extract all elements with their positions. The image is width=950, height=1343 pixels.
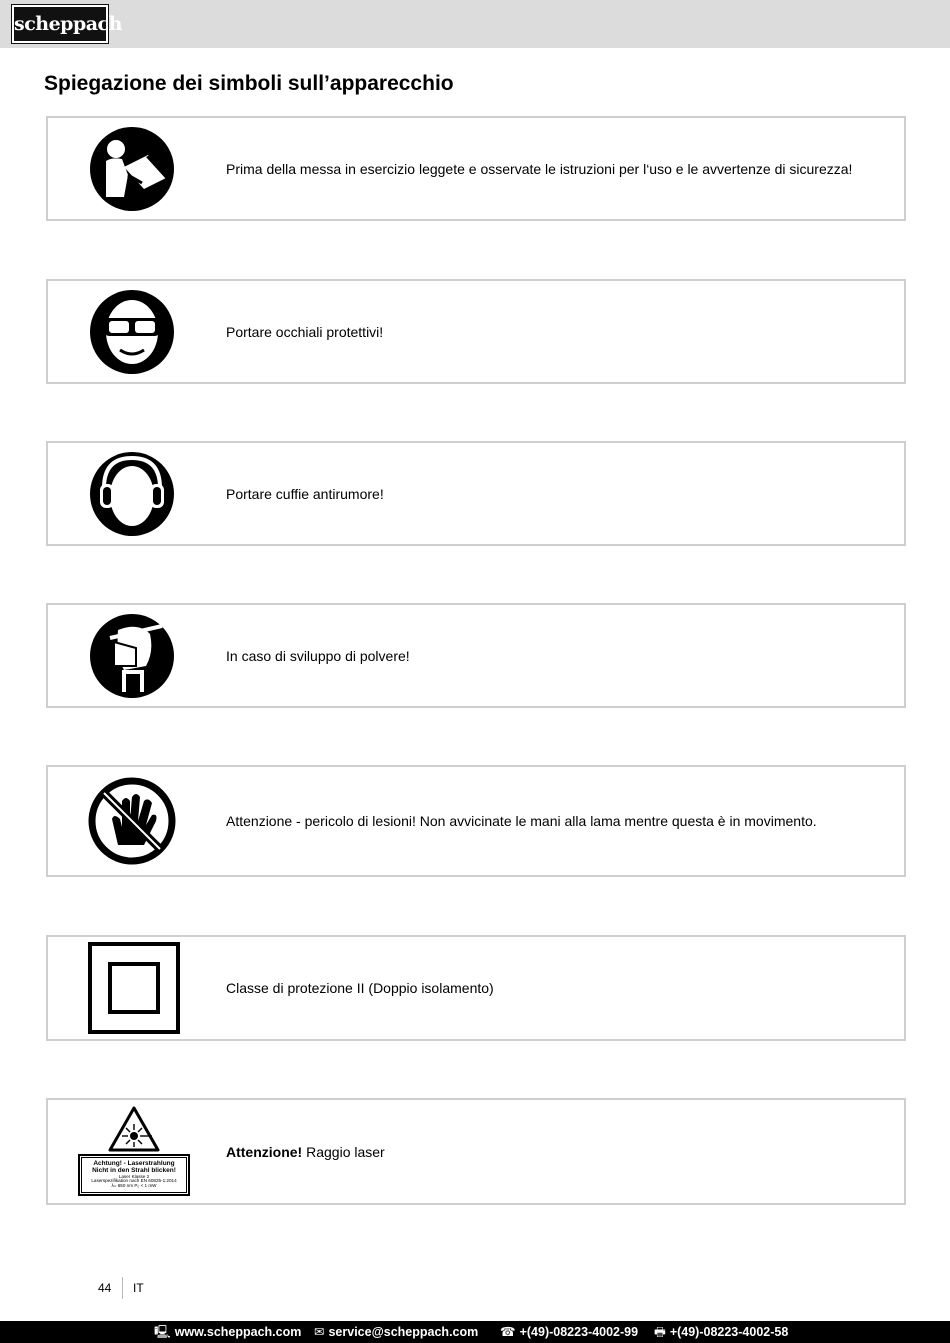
footer-website[interactable]: [154, 1321, 301, 1343]
symbol-description: Attenzione - pericolo di lesioni! Non avvicinate le mani alla lama mentre questa è in movimento.: [226, 813, 817, 829]
mail-icon: ✉: [314, 1324, 325, 1339]
page-title: Spiegazione dei simboli sull’apparecchio: [44, 72, 454, 95]
laser-label-line: λ= 650 nm P₀ < 1 mW: [111, 1183, 157, 1189]
read-manual-icon: [88, 125, 176, 213]
symbol-description: Classe di protezione II (Doppio isolamento): [226, 980, 494, 996]
symbol-row-no-hands: [46, 765, 906, 877]
footer-email[interactable]: [314, 1321, 478, 1343]
symbol-row-dust-mask: [46, 603, 906, 708]
footer-bar: [0, 1321, 950, 1343]
symbol-description: Portare occhiali protettivi!: [226, 323, 384, 340]
laser-class-label: [78, 1154, 190, 1196]
footer-website-text: www.scheppach.com: [174, 1325, 302, 1339]
page-number: 44: [98, 1281, 112, 1295]
symbol-row-protection-class: [46, 935, 906, 1041]
page-language: IT: [133, 1281, 144, 1295]
phone-icon: ☎: [500, 1324, 516, 1339]
warning-word: Attenzione!: [226, 1143, 303, 1160]
no-hands-icon: [86, 775, 178, 867]
computer-icon: 🖳: [154, 1324, 171, 1339]
symbol-description: [226, 1144, 385, 1160]
laser-label-line: Nicht in den Strahl blicken!: [92, 1166, 176, 1174]
protection-class-ii-icon: [88, 942, 180, 1034]
laser-warning-icon: [108, 1106, 160, 1152]
ear-protection-icon: [88, 450, 176, 538]
symbol-row-read-manual: [46, 116, 906, 221]
symbol-description: Portare cuffie antirumore!: [226, 485, 384, 502]
footer-email-text: service@scheppach.com: [328, 1325, 479, 1339]
symbol-row-goggles: [46, 279, 906, 384]
laser-label-line: Laser Klasse 2: [118, 1173, 150, 1179]
symbol-row-ear-protection: [46, 441, 906, 546]
footer-fax-text: +(49)-08223-4002-58: [669, 1325, 789, 1339]
footer-phone-text: +(49)-08223-4002-99: [519, 1325, 639, 1339]
footer-fax[interactable]: [654, 1321, 788, 1343]
scheppach-logo: scheppach: [12, 5, 108, 43]
laser-text: Raggio laser: [302, 1143, 385, 1160]
symbol-description: In caso di sviluppo di polvere!: [226, 647, 410, 664]
symbol-description: Prima della messa in esercizio leggete e osservate le istruzioni per l‘uso e le avvertenze di sicurezza!: [226, 160, 853, 177]
fax-icon: 🖶: [654, 1324, 666, 1339]
symbol-row-laser: [46, 1098, 906, 1205]
page-separator: [122, 1277, 123, 1299]
header-bar: [0, 0, 950, 48]
laser-label-line: Achtung! - Laserstrahlung: [93, 1160, 175, 1167]
safety-goggles-icon: [88, 288, 176, 376]
laser-label-line: Laserspezifikation nach EN 60825-1:2014: [91, 1178, 177, 1184]
dust-mask-icon: [88, 612, 176, 700]
footer-phone[interactable]: [500, 1321, 638, 1343]
